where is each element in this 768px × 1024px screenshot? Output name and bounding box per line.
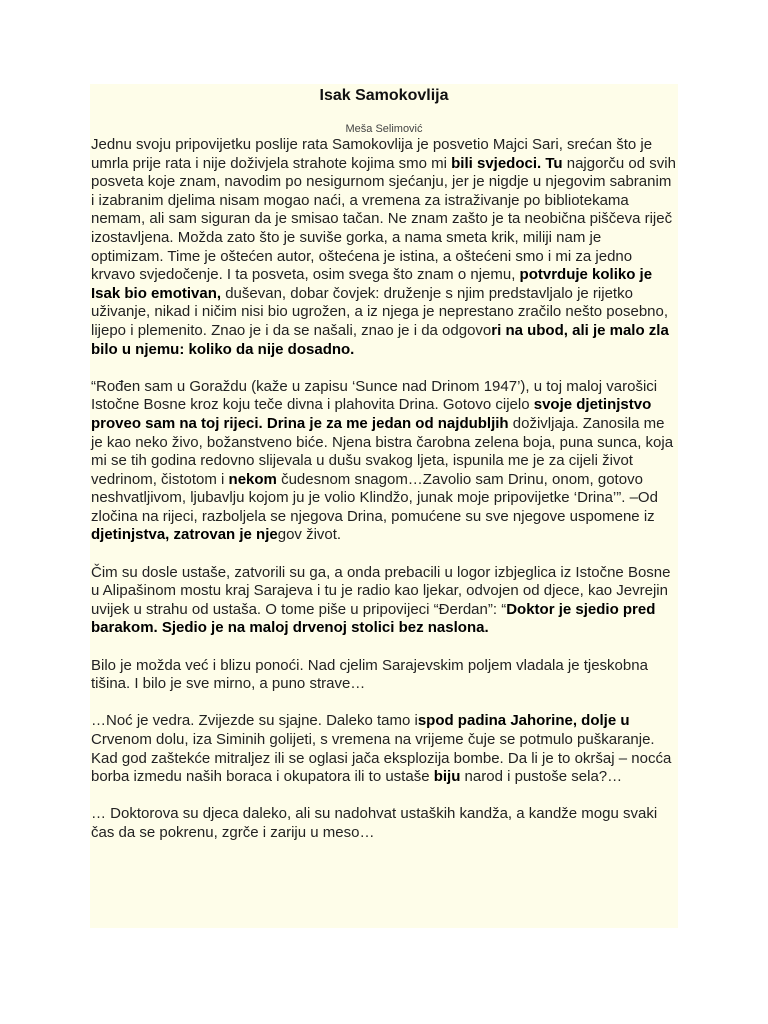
text-run: …Noć je vedra. Zvijezde su sjajne. Daleko tamo i [91,712,418,730]
document-page [90,84,678,928]
paragraph [91,564,677,638]
text-run: gov život. [277,526,342,544]
paragraph [91,378,677,545]
document-body [91,136,677,843]
paragraph [91,712,677,786]
document-title: Isak Samokovlija [319,87,449,104]
paragraph [91,136,677,359]
highlighted-text-run: djetinjstva, zatrovan je nje [91,526,278,544]
text-run: Čim su dosle ustaše, zatvorili su ga, a onda prebacili u logor izbjeglica iz Istočne Bosne u Alipašinom mostu kraj Sarajeva i tu je radio kao ljekar, odvojen od djece, kao Jevrejin uvijek u strahu od ustaša. O tome piše u pripovijeci “Đerdan”: “ [91,563,671,618]
highlighted-text-run: spod padina Jahorine, dolje u [417,712,630,730]
document-author: Meša Selimović [345,123,423,135]
text-run: “Rođen sam u Goraždu (kaže u zapisu ‘Sunce nad Drinom 1947’), u toj maloj varošici Istočne Bosne kroz koju teče divna i plahovita Drina. Gotovo cijelo [91,377,658,414]
highlighted-text-run: biju [433,768,461,786]
text-run: Bilo je možda već i blizu ponoći. Nad cjelim Sarajevskim poljem vladala je tjeskobna tišina. I bilo je sve mirno, a puno strave… [91,656,648,693]
highlighted-text-run: bili svjedoci. Tu [451,154,563,172]
highlighted-text-run: Doktor je sjedio pred barakom. Sjedio je na maloj drvenoj stolici bez naslona. [91,600,656,637]
highlighted-text-run: ri na ubod, ali je malo zla bilo u njemu: koliko da nije dosadno. [91,321,669,358]
text-run: … Doktorova su djeca daleko, ali su nadohvat ustaških kandža, a kandže mogu svaki čas da se pokrenu, zgrče i zariju u meso… [91,805,658,841]
text-run: najgorču od svih posveta koje znam, navodim po nesigurnom sjećanju, jer je nigdje u njegovim sabranim i izabranim djelima nisam mogao naći, a vremena za istraživanje po bibliotekama nemam, ali sam siguran da je smisao tačan. Ne znam zašto je ta neobična piščeva riječ izostavljena. Možda zato što je suviše gorka, a nama smeta krik, miliji nam je optimizam. Time je oštećen autor, oštećena je istina, a oštećeni smo i mi za jedno krvavo svjedočenje. I ta posveta, osim svega što znam o njemu, [91,154,676,284]
paragraph [91,657,677,694]
paragraph [91,805,677,842]
text-run: narod i pustoše sela?… [460,768,623,786]
text-run: duševan, dobar čovjek: druženje s njim predstavljalo je rijetko uživanje, nikad i ničim nisi bio ugrožen, a iz njega je neprestano zračilo nešto posebno, lijepo i plemenito. Znao je i da se našali, znao je i da odgovo [91,284,669,339]
text-run: doživljaja. Zanosila me je kao neko živo, božanstveno biće. Njena bistra čarobna zelena boja, puna sunca, koja mi se tih godina redovno slijevala u dušu svakog ljeta, ispunila me je za cijeli život vedrinom, čistotom i [91,414,674,488]
text-run: čudesnom snagom…Zavolio sam Drinu, onom, gotovo neshvatljivom, ljubavlju kojom ju je volio Klindžo, junak moje pripovijetke ‘Drina’”. –Od zločina na rijeci, razboljela se njegova Drina, pomućene su sve njegove uspomene iz [91,470,658,525]
highlighted-text-run: nekom [228,470,277,488]
text-run: Jednu svoju pripovijetku poslije rata Samokovlija je posvetio Majci Sari, srećan što je umrla prije rata i nije doživjela strahote kojima smo mi [91,136,653,172]
highlighted-text-run: svoje djetinjstvo proveo sam na toj rijeci. Drina je za me jedan od najdubljih [91,396,652,432]
text-run: Crvenom dolu, iza Siminih golijeti, s vremena na vrijeme čuje se potmulo puškaranje. Kad god zaštekće mitraljez ili se oglasi jača eksplozija bombe. Da li je to okršaj – nocća borba izmedu naših boraca i okupatora ili to ustaše [91,731,672,786]
highlighted-text-run: potvrduje koliko je Isak bio emotivan, [91,266,653,302]
